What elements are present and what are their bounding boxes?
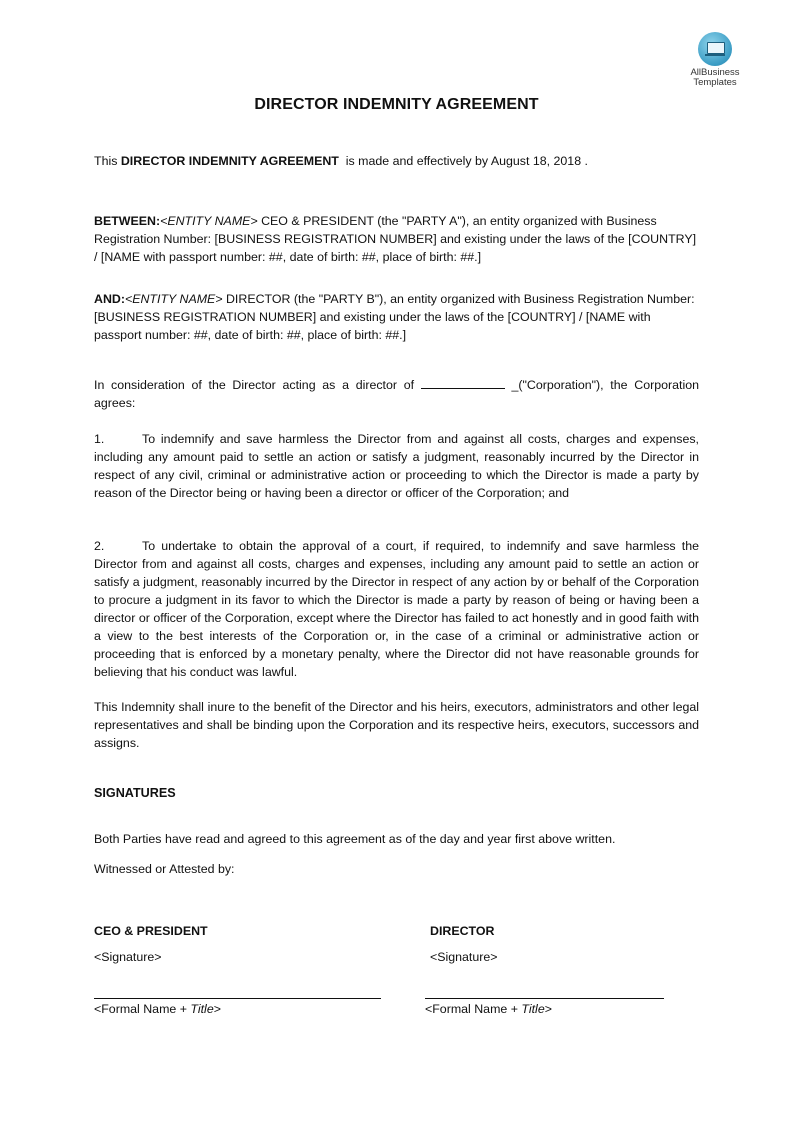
intro-agreement-name: DIRECTOR INDEMNITY AGREEMENT — [120, 154, 339, 168]
brand-logo — [682, 32, 748, 88]
signature-line-right — [425, 998, 664, 999]
signer-role: CEO & PRESIDENT — [94, 924, 208, 938]
formal-name-title: Title — [521, 1002, 545, 1016]
logo-line-1: AllBusiness — [690, 67, 740, 78]
signer-role: DIRECTOR — [430, 924, 495, 938]
signatures-heading: SIGNATURES — [94, 786, 176, 800]
consideration-paragraph — [94, 376, 699, 412]
laptop-icon — [698, 32, 732, 66]
party-b-text: DIRECTOR (the "PARTY B"), an entity organized with Business Registration Number: [BUSINESS REGISTRATION NUMBER] and existing under the laws of the [COUNTRY] / [NAME with passport number: ##, date of birth: ##, place of birth: ##.] — [94, 292, 695, 342]
intro-paragraph — [94, 152, 699, 170]
formal-name-post: > — [213, 1002, 221, 1016]
formal-name-pre: <Formal Name + — [425, 1002, 522, 1016]
inure-paragraph: This Indemnity shall inure to the benefit of the Director and his heirs, executors, administrators and other legal representatives and shall be binding upon the Corporation and its respective heirs, executors, successors and assigns. — [94, 700, 699, 750]
consideration-post: _("Corporation"), the Corporation agrees: — [94, 378, 699, 410]
signature-placeholder: <Signature> — [94, 950, 162, 964]
and-label: AND: — [94, 292, 125, 306]
intro-post: is made and effectively by August 18, 2018 . — [338, 154, 588, 168]
logo-text — [682, 68, 748, 88]
intro-pre: This — [94, 154, 121, 168]
party-b-entity: <ENTITY NAME> — [124, 292, 223, 306]
consideration-pre: In consideration of the Director acting as a director of — [94, 378, 421, 392]
formal-name-pre: <Formal Name + — [94, 1002, 191, 1016]
signature-placeholder: <Signature> — [430, 950, 498, 964]
signature-block-right — [430, 924, 498, 964]
formal-name-post: > — [544, 1002, 552, 1016]
formal-name-title: Title — [190, 1002, 214, 1016]
signature-block-left — [94, 924, 208, 964]
formal-name-left — [94, 1002, 221, 1016]
clause-number: 2. — [94, 539, 105, 553]
witnessed-label: Witnessed or Attested by: — [94, 862, 235, 876]
party-a-text: CEO & PRESIDENT (the "PARTY A"), an entity organized with Business Registration Number: [BUSINESS REGISTRATION NUMBER] and existing under the laws of the [COUNTRY] / [NAME with passport number: ##, date of birth: ##, place of birth: ##.] — [94, 214, 697, 264]
between-label: BETWEEN: — [94, 214, 161, 228]
corporation-blank — [421, 377, 505, 389]
clause-number: 1. — [94, 432, 105, 446]
document-title: DIRECTOR INDEMNITY AGREEMENT — [254, 96, 539, 113]
clause-2 — [94, 537, 699, 681]
clause-text: To undertake to obtain the approval of a court, if required, to indemnify and save harmless the Director from and against all costs, charges and expenses, including any amount paid to settle an action or satisfy a judgment, reasonably incurred by the Director in respect of any action by or behalf of the Corporation to procure a judgment in its favor to which the Director is made a party by reason of being or having been a director or officer of the Corporation, except where the Director has failed to act honestly and in good faith with a view to the best interests of the Corporation or, in the case of a criminal or administrative action or proceeding that is enforced by a monetary penalty, where the Director did not have reasonable grounds for believing that his conduct was lawful. — [94, 539, 699, 679]
clause-1 — [94, 430, 699, 502]
party-a-paragraph — [94, 212, 699, 266]
clause-text: To indemnify and save harmless the Director from and against all costs, charges and expenses, including any amount paid to settle an action or satisfy a judgment, reasonably incurred by the Director in respect of any civil, criminal or administrative action or proceeding to which the Director is made a party by reason of the Director being or having been a director or officer of the Corporation; and — [94, 432, 699, 500]
party-a-entity: <ENTITY NAME> — [160, 214, 258, 228]
signature-line-left — [94, 998, 381, 999]
agreed-statement: Both Parties have read and agreed to this agreement as of the day and year first above written. — [94, 832, 616, 846]
formal-name-right — [425, 1002, 552, 1016]
party-b-paragraph — [94, 290, 699, 344]
logo-line-2: Templates — [693, 77, 737, 88]
